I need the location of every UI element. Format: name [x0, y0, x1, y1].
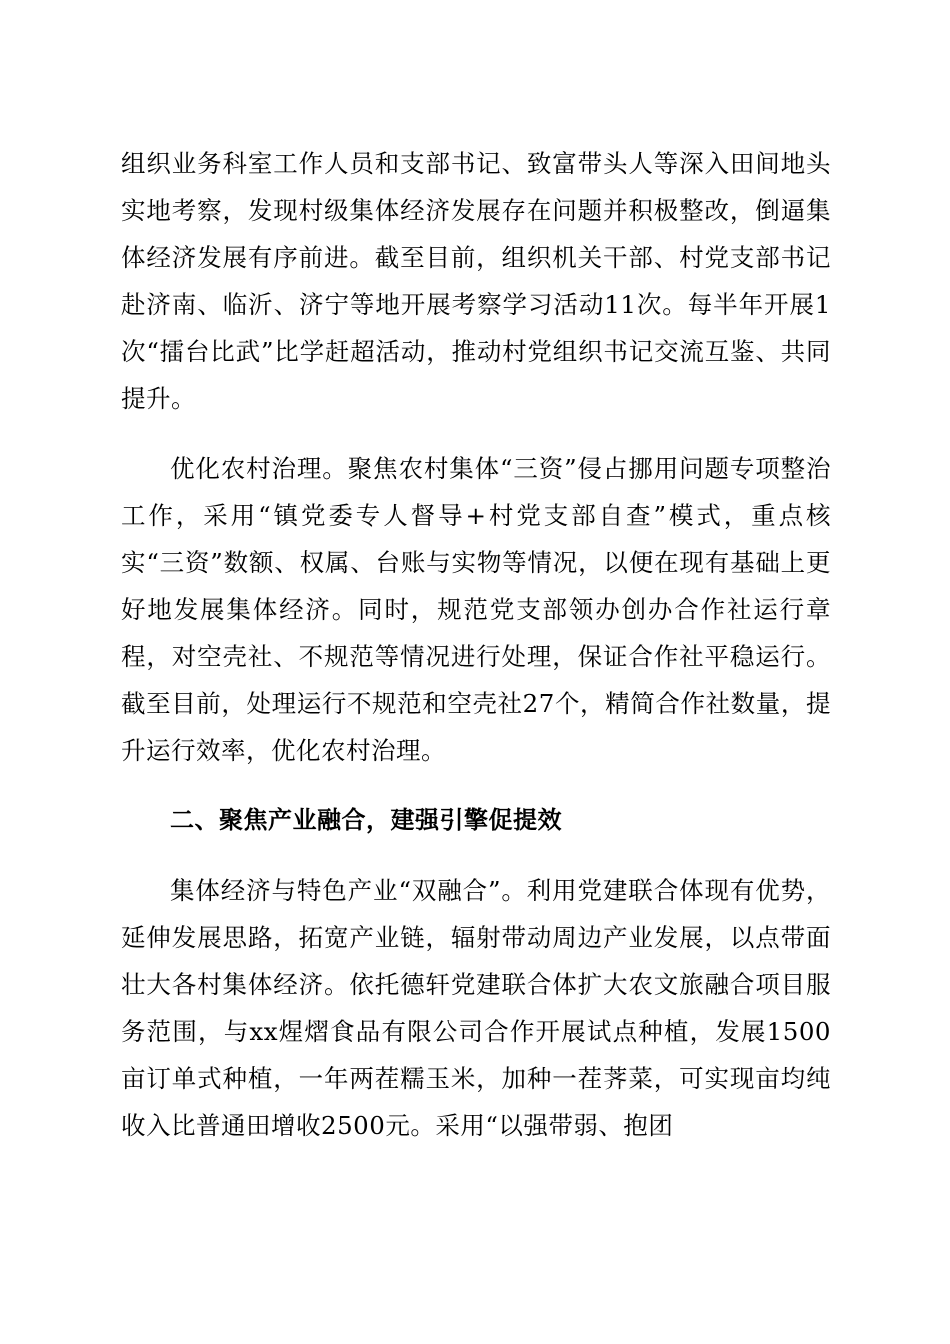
paragraph-dual-integration: 集体经济与特色产业“双融合”。利用党建联合体现有优势，延伸发展思路，拓宽产业链，辐射带动周边产业发展，以点带面壮大各村集体经济。依托德轩党建联合体扩大农文旅融合项目服务范围，与xx煋熠食品有限公司合作开展试点种植，发展1500亩订单式种植，一年两茬糯玉米，加种一茬荠菜，可实现亩均纯收入比普通田增收2500元。采用“以强带弱、抱团: [121, 876, 831, 1140]
paragraph-rural-governance: 优化农村治理。聚焦农村集体“三资”侵占挪用问题专项整治工作，采用“镇党委专人督导+村党支部自查”模式，重点核实“三资”数额、权属、台账与实物等情况，以便在现有基础上更好地发展集体经济。同时，规范党支部领办创办合作社运行章程，对空壳社、不规范等情况进行处理，保证合作社平稳运行。截至目前，处理运行不规范和空壳社27个，精简合作社数量，提升运行效率，优化农村治理。: [121, 454, 831, 765]
section-heading-industry-integration: 二、聚焦产业融合，建强引擎促提效: [170, 806, 562, 834]
paragraph-inspection-activities: 组织业务科室工作人员和支部书记、致富带头人等深入田间地头实地考察，发现村级集体经济发展存在问题并积极整改，倒逼集体经济发展有序前进。截至目前，组织机关干部、村党支部书记赴济南、临沂、济宁等地开展考察学习活动11次。每半年开展1次“擂台比武”比学赶超活动，推动村党组织书记交流互鉴、共同提升。: [121, 149, 831, 413]
document-body: [121, 140, 831, 1149]
